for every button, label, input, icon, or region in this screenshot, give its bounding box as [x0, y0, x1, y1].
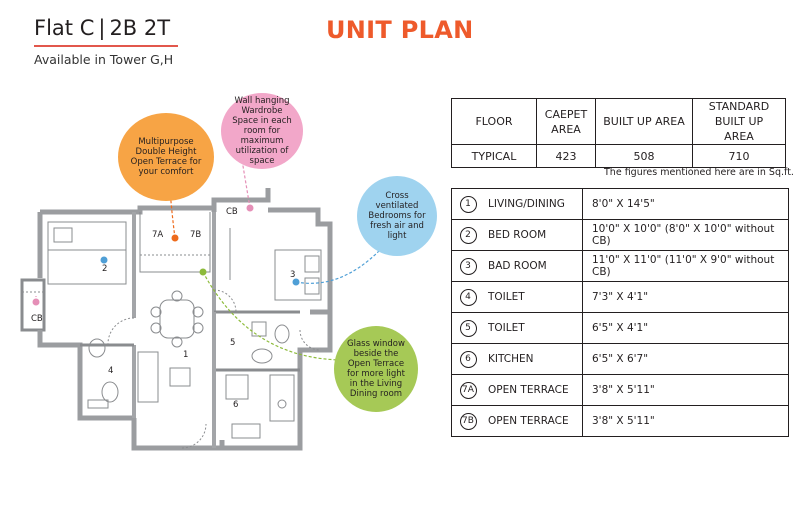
- room-number: 7B: [460, 413, 477, 430]
- area-table-row: [452, 145, 786, 168]
- room-dimension: 10'0" X 10'0" (8'0" X 10'0" without CB): [583, 220, 789, 251]
- table-row: [452, 344, 789, 375]
- cb-left-marker: [33, 299, 40, 306]
- header-floor: FLOOR: [452, 99, 537, 145]
- terrace-callout: [118, 113, 214, 201]
- cell-carpet-area: 423: [537, 145, 596, 168]
- room-name: BAD ROOM: [484, 251, 583, 282]
- plan-label-terrace-7a: 7A: [152, 230, 164, 240]
- page-title: UNIT PLAN: [326, 16, 474, 44]
- cross-ventilation-callout: [357, 176, 437, 256]
- room-name: TOILET: [484, 282, 583, 313]
- room-number: 6: [460, 351, 477, 368]
- room-number: 5: [460, 320, 477, 337]
- room-name: OPEN TERRACE: [484, 375, 583, 406]
- room-dimension: 6'5" X 6'7": [583, 344, 789, 375]
- table-row: [452, 375, 789, 406]
- terrace-callout-text: Multipurpose Double Height Open Terrace for your comfort: [130, 137, 202, 177]
- flat-name: Flat C: [34, 16, 95, 40]
- room-dimension: 6'5" X 4'1": [583, 313, 789, 344]
- wardrobe-marker: [247, 205, 254, 212]
- room-number: 2: [460, 227, 477, 244]
- room-name: KITCHEN: [484, 344, 583, 375]
- glass-window-callout-text: Glass window beside the Open Terrace for more light in the Living Dining room: [347, 339, 405, 399]
- title-separator: |: [98, 16, 106, 40]
- bedroom2-marker: [101, 257, 108, 264]
- room-dimension: 11'0" X 11'0" (11'0" X 9'0" without CB): [583, 251, 789, 282]
- room-name: LIVING/DINING: [484, 189, 583, 220]
- wardrobe-callout-text: Wall hanging Wardrobe Space in each room for maximum utilization of space: [232, 96, 292, 166]
- plan-label-toilet-5: 5: [230, 338, 236, 348]
- room-name: OPEN TERRACE: [484, 406, 583, 437]
- table-row: [452, 406, 789, 437]
- plan-label-living: 1: [183, 350, 189, 360]
- plan-label-terrace-7b: 7B: [190, 230, 202, 240]
- room-dimension: 3'8" X 5'11": [583, 375, 789, 406]
- room-number: 1: [460, 196, 477, 213]
- plan-label-kitchen: 6: [233, 400, 239, 410]
- plan-label-cb-top: CB: [226, 207, 238, 217]
- header-standard-built-up-area: STANDARD BUILT UP AREA: [693, 99, 786, 145]
- room-number: 7A: [460, 382, 477, 399]
- table-row: [452, 313, 789, 344]
- room-dimension: 8'0" X 14'5": [583, 189, 789, 220]
- table-row: [452, 282, 789, 313]
- table-row: [452, 220, 789, 251]
- plan-label-bedroom-3: 3: [290, 270, 296, 280]
- area-table-header: [452, 99, 786, 145]
- plan-label-bedroom-2: 2: [102, 264, 108, 274]
- header-built-up-area: BUILT UP AREA: [596, 99, 693, 145]
- area-table: [451, 98, 786, 168]
- glass-window-marker: [200, 269, 207, 276]
- table-row: [452, 189, 789, 220]
- plan-label-cb-left: CB: [31, 314, 43, 324]
- tower-availability: Available in Tower G,H: [34, 52, 174, 67]
- header-carpet-area: CAEPET AREA: [537, 99, 596, 145]
- cross-ventilation-callout-text: Cross ventilated Bedrooms for fresh air and light: [368, 191, 426, 241]
- room-number: 4: [460, 289, 477, 306]
- room-dimension: 3'8" X 5'11": [583, 406, 789, 437]
- wardrobe-callout: [221, 93, 303, 169]
- flat-config: 2B 2T: [109, 16, 171, 40]
- plan-label-toilet-4: 4: [108, 366, 114, 376]
- room-name: BED ROOM: [484, 220, 583, 251]
- cell-floor: TYPICAL: [452, 145, 537, 168]
- room-name: TOILET: [484, 313, 583, 344]
- units-note: The figures mentioned here are in Sq.ft.: [604, 167, 794, 178]
- cell-built-up-area: 508: [596, 145, 693, 168]
- room-dimensions-table: [451, 188, 789, 437]
- room-dimension: 7'3" X 4'1": [583, 282, 789, 313]
- terrace-marker: [172, 235, 179, 242]
- room-number: 3: [460, 258, 477, 275]
- table-row: [452, 251, 789, 282]
- glass-window-callout: [334, 326, 418, 412]
- cell-standard-built-up-area: 710: [693, 145, 786, 168]
